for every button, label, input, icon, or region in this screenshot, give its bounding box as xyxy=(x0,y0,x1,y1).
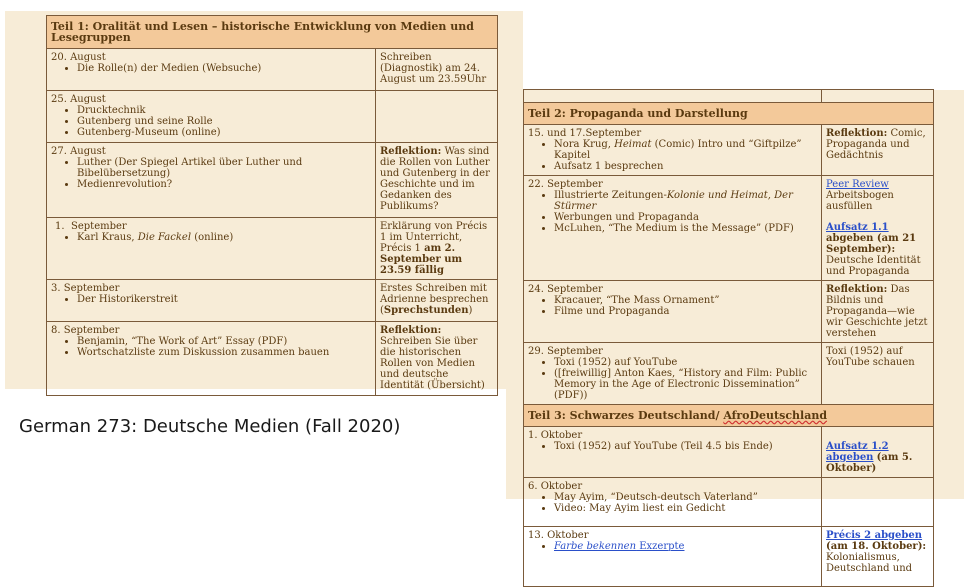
schedule-table-part2-3 xyxy=(523,89,934,587)
table-row xyxy=(524,343,934,405)
assignment-cell: Reflektion: Das Bildnis und Propaganda—wie wir Geschichte jetzt verstehen xyxy=(822,281,934,343)
list-item: • Toxi (1952) auf YouTube (Teil 4.5 bis Ende) xyxy=(554,441,817,452)
section-header-row xyxy=(524,405,934,427)
list-item: • Luther (Der Spiegel Artikel über Luther und Bibelübersetzung) xyxy=(77,157,371,179)
schedule-table-part1 xyxy=(46,15,498,396)
excerpt-link[interactable]: Farbe bekennen xyxy=(554,541,637,552)
peer-review-link[interactable]: Peer Review xyxy=(826,179,889,190)
table-row xyxy=(524,427,934,478)
assignment-cell: Peer Review Arbeitsbogen ausfüllen Aufsatz 1.1 abgeben (am 21 September): Deutsche Identität und Propaganda xyxy=(822,176,934,281)
essay-link[interactable]: Aufsatz 1.2 abgeben xyxy=(826,441,889,463)
row-date: 8. September xyxy=(51,325,120,336)
assignment-cell: Reflektion: Comic, Propaganda und Gedächtnis xyxy=(822,125,934,176)
table-row xyxy=(47,218,498,280)
due-date: am 2. September um 23.59 fällig xyxy=(380,243,463,276)
list-item: • Drucktechnik xyxy=(77,105,371,116)
assignment-text: Was sind die Rollen von Luther und Gutenberg in der Geschichte und im Gedanken des Publikums? xyxy=(380,146,490,212)
table-row xyxy=(47,91,498,143)
table-row xyxy=(524,125,934,176)
assignment-cell xyxy=(376,218,498,280)
table-row xyxy=(524,281,934,343)
assignment-cell xyxy=(376,143,498,218)
assignment-cell: Erstes Schreiben mit Adrienne besprechen (Sprechstunden) xyxy=(376,280,498,322)
assignment-cell xyxy=(376,91,498,143)
assignment-text: Erklärung von Précis 1 im Unterricht, Précis 1 xyxy=(380,221,488,254)
topic-cell xyxy=(47,49,376,91)
table-row xyxy=(524,478,934,527)
list-item: • Filme und Propaganda xyxy=(554,306,817,317)
section-heading: Teil 2: Propaganda und Darstellung xyxy=(524,103,934,125)
assignment-cell: Toxi (1952) auf YouTube schauen xyxy=(822,343,934,405)
row-date: 1. Oktober xyxy=(528,430,583,441)
row-date: 24. September xyxy=(528,284,603,295)
topic-cell xyxy=(524,281,822,343)
table-row xyxy=(47,322,498,396)
list-item: • Medienrevolution? xyxy=(77,179,371,190)
assignment-cell: Schreiben (Diagnostik) am 24. August um 23.59Uhr xyxy=(376,49,498,91)
topic-cell xyxy=(524,176,822,281)
list-item: • Der Historikerstreit xyxy=(77,294,371,305)
list-item: • Wortschatzliste zum Diskussion zusammen bauen xyxy=(77,347,371,358)
list-item: • Karl Kraus, Die Fackel (online) xyxy=(77,232,371,243)
list-item: • Video: May Ayim liest ein Gedicht xyxy=(554,503,817,514)
table-row xyxy=(524,176,934,281)
topic-cell xyxy=(47,322,376,396)
list-item: • Benjamin, “The Work of Art” Essay (PDF) xyxy=(77,336,371,347)
topic-cell xyxy=(47,218,376,280)
topic-cell xyxy=(524,343,822,405)
topic-cell xyxy=(524,427,822,478)
topic-cell xyxy=(524,478,822,527)
list-item: • McLuhen, “The Medium is the Message” (PDF) xyxy=(554,223,817,234)
assignment-cell: Précis 2 abgeben (am 18. Oktober): Kolonialismus, Deutschland und xyxy=(822,527,934,587)
row-date: 15. und 17.September xyxy=(528,128,642,139)
section-header-row xyxy=(47,16,498,49)
topic-cell xyxy=(47,143,376,218)
row-date: 20. August xyxy=(51,52,106,63)
list-item: • ([freiwillig] Anton Kaes, “History and Film: Public Memory in the Age of Electronic Dissemination” (PDF)) xyxy=(554,368,817,401)
table-row xyxy=(47,49,498,91)
precis-link[interactable]: Précis 2 abgeben xyxy=(826,530,923,541)
assignment-cell: Aufsatz 1.2 abgeben (am 5. Oktober) xyxy=(822,427,934,478)
list-item: • Nora Krug, Heimat (Comic) Intro und “Giftpilze” Kapitel xyxy=(554,139,817,161)
office-hours-label: Sprechstunden xyxy=(383,305,469,316)
table-row xyxy=(47,143,498,218)
reflection-label: Reflektion: xyxy=(380,146,442,157)
reflection-label: Reflektion: xyxy=(380,325,442,336)
document-page-1 xyxy=(5,11,523,389)
list-item: • Farbe bekennen Exzerpte xyxy=(554,541,817,552)
row-date: 22. September xyxy=(528,179,603,190)
section-header-row xyxy=(524,103,934,125)
row-date: 25. August xyxy=(51,94,106,105)
list-item: • Werbungen und Propaganda xyxy=(554,212,817,223)
assignment-cell xyxy=(822,478,934,527)
list-item: • Gutenberg und seine Rolle xyxy=(77,116,371,127)
row-date: 13. Oktober xyxy=(528,530,589,541)
table-row-cut xyxy=(524,90,934,103)
topic-cell xyxy=(47,280,376,322)
section-heading: Teil 3: Schwarzes Deutschland/ AfroDeutschland xyxy=(524,405,934,427)
list-item: • Aufsatz 1 besprechen xyxy=(554,161,817,172)
list-item: • Toxi (1952) auf YouTube xyxy=(554,357,817,368)
row-date: 6. Oktober xyxy=(528,481,583,492)
row-date: September xyxy=(71,221,127,232)
reflection-label: Reflektion: xyxy=(826,128,888,139)
list-item: • Illustrierte Zeitungen-Kolonie und Heimat, Der Stürmer xyxy=(554,190,817,212)
topic-cell xyxy=(47,91,376,143)
list-item: • Gutenberg-Museum (online) xyxy=(77,127,371,138)
section-heading: Teil 1: Oralität und Lesen – historische Entwicklung von Medien und Lesegruppen xyxy=(47,16,498,49)
table-row xyxy=(524,527,934,587)
list-item: • Die Rolle(n) der Medien (Websuche) xyxy=(77,63,371,74)
topic-cell xyxy=(524,125,822,176)
assignment-text: Schreiben Sie über die historischen Rollen von Medien und deutsche Identität (Übersicht) xyxy=(380,336,485,391)
list-item: • Kracauer, “The Mass Ornament” xyxy=(554,295,817,306)
list-item: • May Ayim, “Deutsch-deutsch Vaterland” xyxy=(554,492,817,503)
assignment-cell xyxy=(376,322,498,396)
course-title: German 273: Deutsche Medien (Fall 2020) xyxy=(19,416,401,437)
row-number: 1. xyxy=(55,221,65,232)
row-date: 29. September xyxy=(528,346,603,357)
row-date: 27. August xyxy=(51,146,106,157)
reflection-label: Reflektion: xyxy=(826,284,888,295)
table-row xyxy=(47,280,498,322)
document-page-2 xyxy=(506,90,964,574)
topic-cell xyxy=(524,527,822,587)
row-date: 3. September xyxy=(51,283,120,294)
essay-link[interactable]: Aufsatz 1.1 xyxy=(826,222,889,233)
